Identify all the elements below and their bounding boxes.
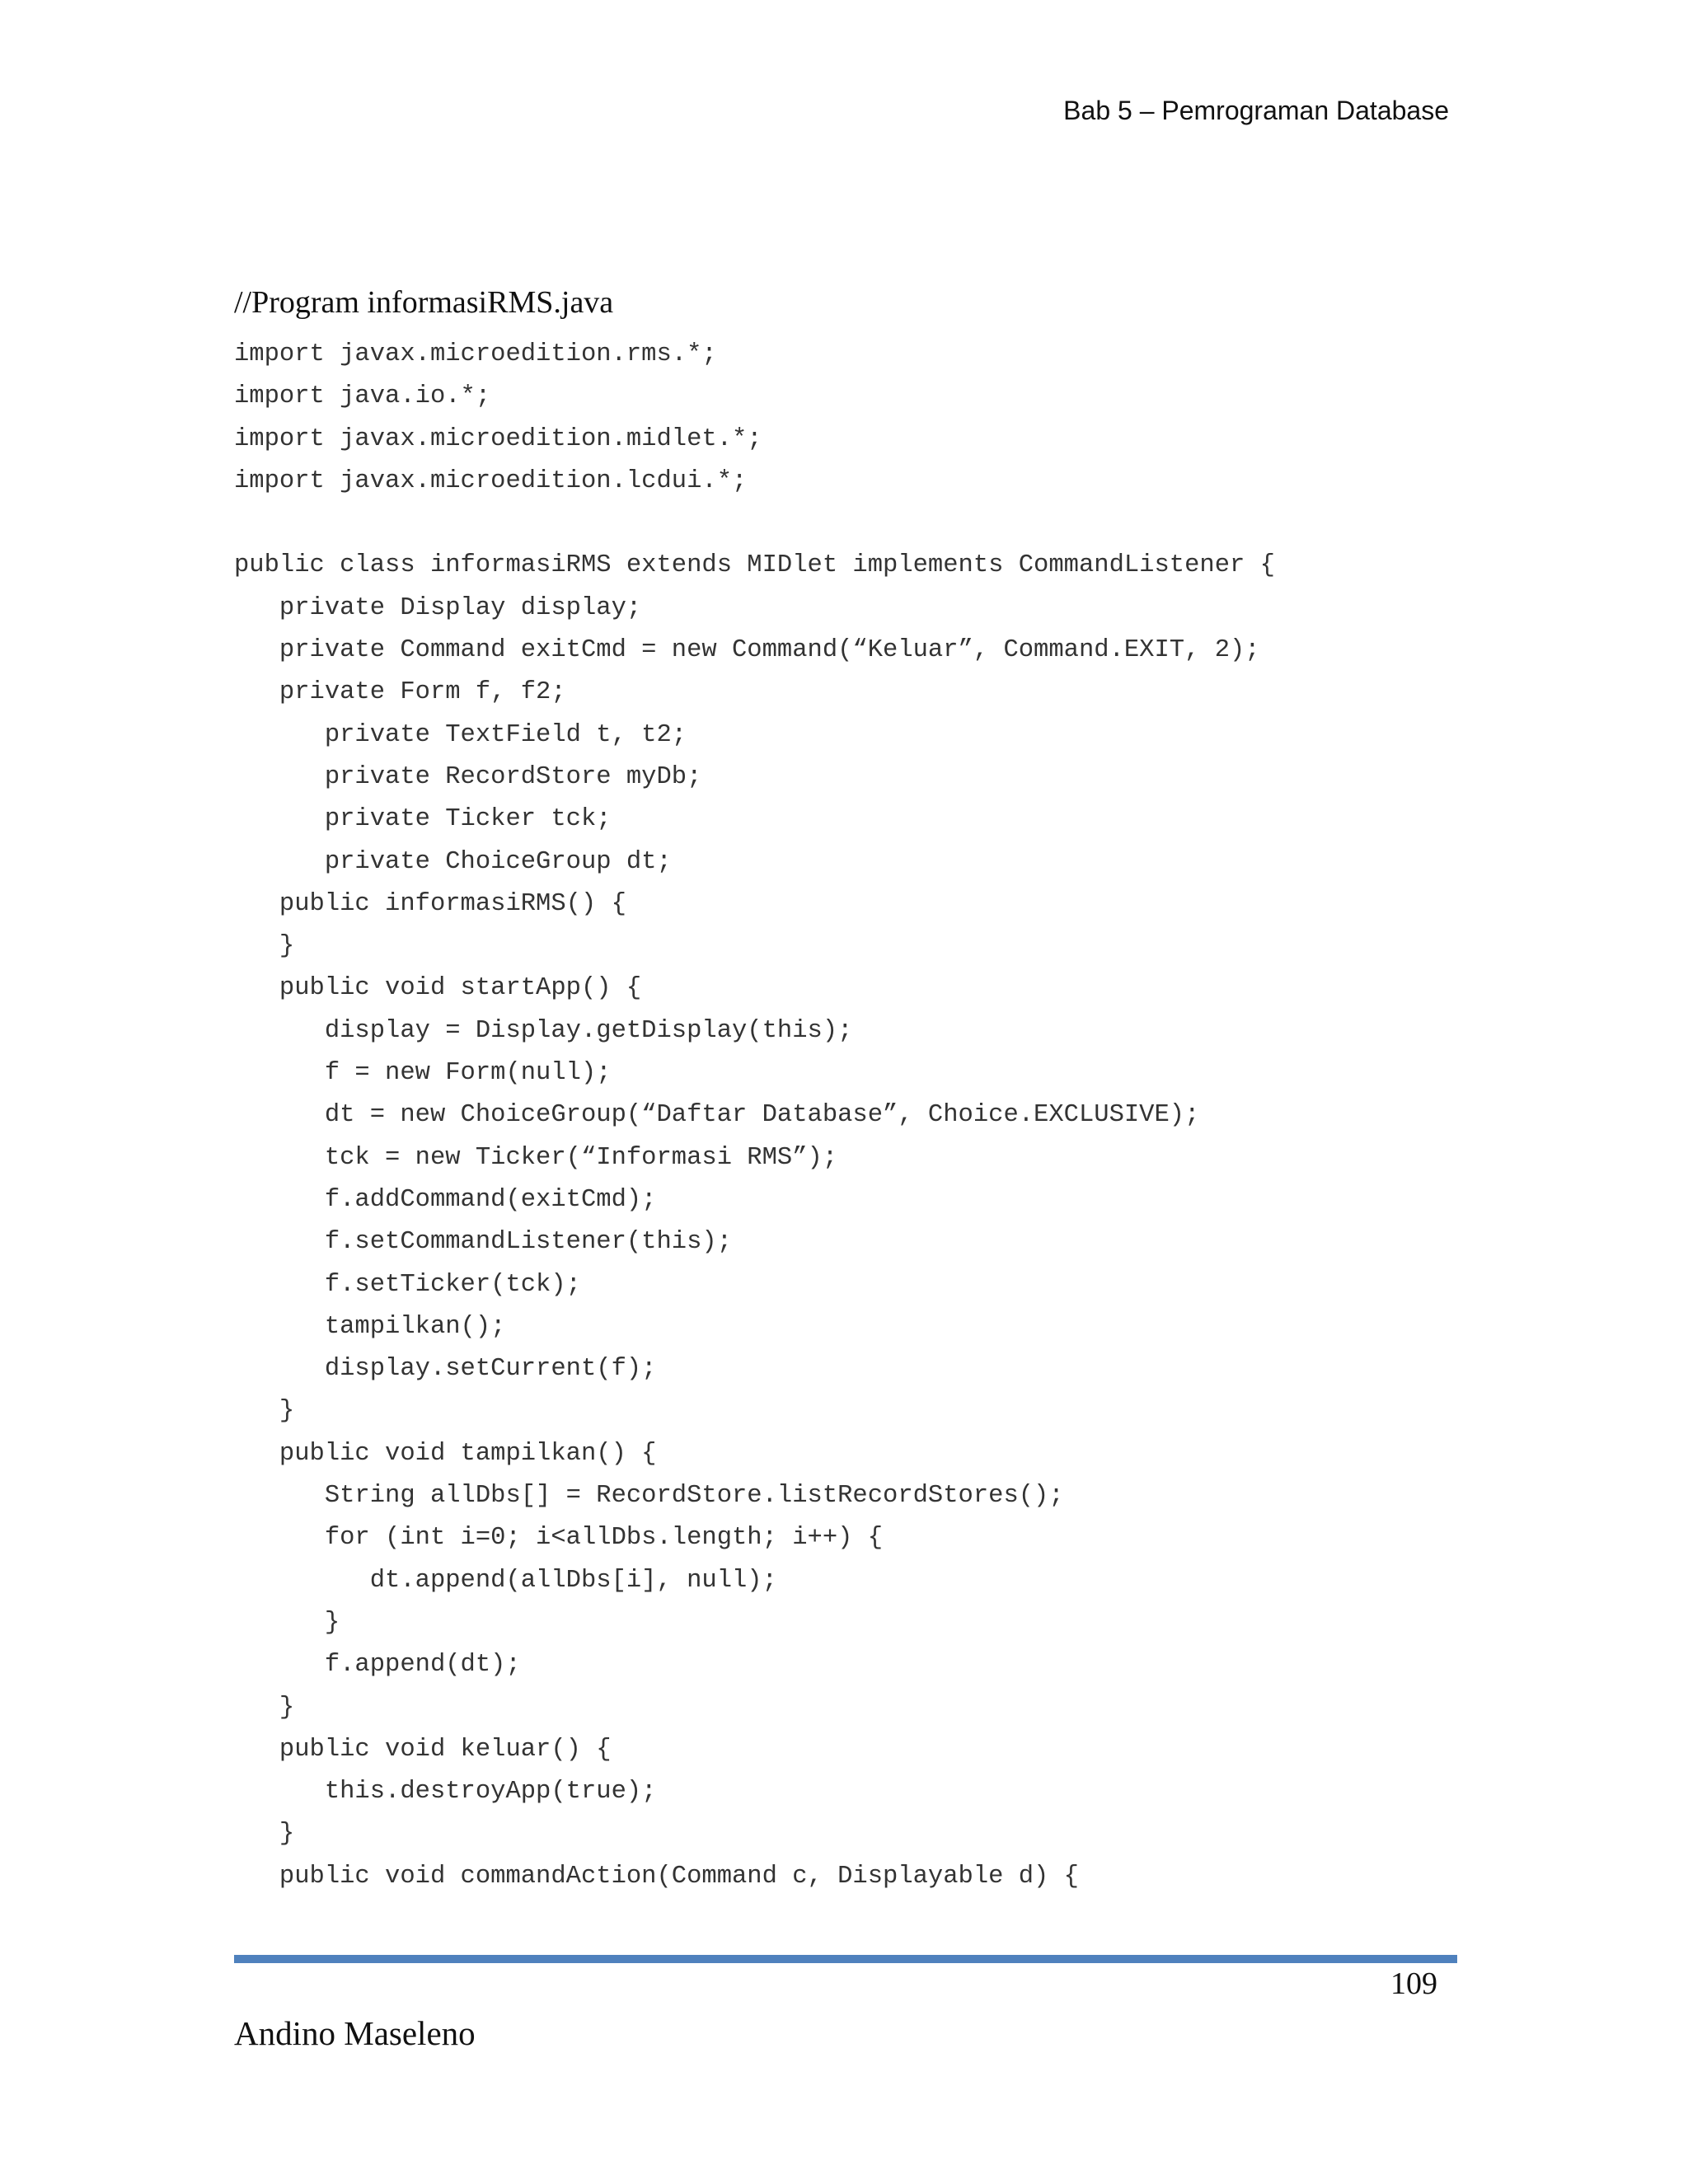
code-line: import javax.microedition.midlet.*; <box>234 424 762 453</box>
code-line: dt = new ChoiceGroup(“Daftar Database”, Choice.EXCLUSIVE); <box>234 1101 1200 1130</box>
code-line: } <box>234 1693 295 1722</box>
code-line: tampilkan(); <box>234 1312 506 1341</box>
code-line: } <box>234 932 295 961</box>
code-line: display.setCurrent(f); <box>234 1355 657 1384</box>
code-line: public informasiRMS() { <box>234 889 626 918</box>
code-line: public void startApp() { <box>234 974 642 1003</box>
program-title: //Program informasiRMS.java <box>234 285 614 320</box>
code-line: } <box>234 1397 295 1426</box>
code-line: f.setCommandListener(this); <box>234 1228 732 1257</box>
code-line: import javax.microedition.rms.*; <box>234 340 717 368</box>
page-number: 109 <box>1390 1966 1437 2001</box>
running-header: Bab 5 – Pemrograman Database <box>1063 96 1449 125</box>
footer-rule <box>234 1955 1457 1963</box>
code-line: } <box>234 1608 340 1637</box>
code-line: private Command exitCmd = new Command(“Keluar”, Command.EXIT, 2); <box>234 636 1260 665</box>
code-line: private ChoiceGroup dt; <box>234 847 672 876</box>
code-line: f.append(dt); <box>234 1651 521 1680</box>
code-line: import java.io.*; <box>234 382 491 411</box>
code-line: private TextField t, t2; <box>234 720 687 749</box>
code-line: } <box>234 1820 295 1849</box>
author-name: Andino Maseleno <box>234 2014 476 2052</box>
code-line: public void keluar() { <box>234 1735 612 1764</box>
code-line: public void tampilkan() { <box>234 1439 657 1468</box>
code-line: import javax.microedition.lcdui.*; <box>234 466 748 495</box>
code-line: private Ticker tck; <box>234 805 612 834</box>
code-line: f = new Form(null); <box>234 1059 612 1088</box>
code-line <box>234 503 1454 545</box>
code-line: dt.append(allDbs[i], null); <box>234 1566 777 1595</box>
code-line: for (int i=0; i<allDbs.length; i++) { <box>234 1524 884 1553</box>
code-line: public class informasiRMS extends MIDlet implements CommandListener { <box>234 551 1275 580</box>
code-line: tck = new Ticker(“Informasi RMS”); <box>234 1143 838 1172</box>
code-line: display = Display.getDisplay(this); <box>234 1016 853 1045</box>
code-listing <box>234 334 1454 1898</box>
code-line: private RecordStore myDb; <box>234 762 702 791</box>
code-line: f.setTicker(tck); <box>234 1270 581 1299</box>
code-line: String allDbs[] = RecordStore.listRecordStores(); <box>234 1482 1064 1511</box>
code-line: this.destroyApp(true); <box>234 1778 657 1807</box>
code-line: f.addCommand(exitCmd); <box>234 1185 657 1214</box>
code-line: public void commandAction(Command c, Displayable d) { <box>234 1862 1079 1891</box>
code-line: private Form f, f2; <box>234 678 566 707</box>
code-line: private Display display; <box>234 593 642 622</box>
